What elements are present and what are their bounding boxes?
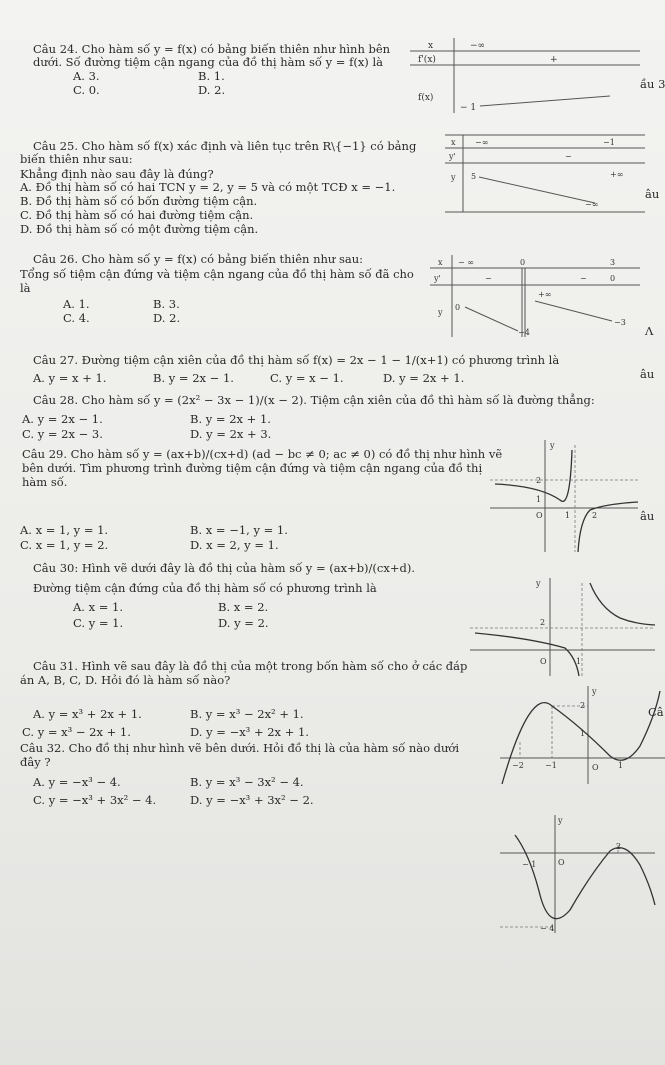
q24-stem-2: dưới. Số đường tiệm cận ngang của đồ thị hàm số y = f(x) là <box>33 55 383 69</box>
q32-graph-y: y <box>558 816 563 825</box>
q31-graph-y: y <box>592 687 597 696</box>
q32-stem-1: Câu 32. Cho đồ thị như hình vẽ bên dưới. Hỏi đồ thị là của hàm số nào dưới <box>20 741 460 755</box>
q31-graph-m1: −1 <box>545 761 557 770</box>
q27-option-b: B. y = 2x − 1. <box>153 371 234 385</box>
q26-table-z2: 0 <box>610 274 616 283</box>
q32-graph <box>500 815 655 935</box>
q25-table-x: x <box>451 138 456 147</box>
q29-graph-one: 1 <box>536 495 542 504</box>
q24-option-d: D. 2. <box>198 83 226 97</box>
q30-graph <box>470 578 655 678</box>
q31-graph-one: 1 <box>580 729 586 738</box>
q30-graph-one: 1 <box>576 657 582 666</box>
q25-table-y: y <box>451 173 456 182</box>
q32-option-c: C. y = −x³ + 3x² − 4. <box>33 793 157 807</box>
q32-graph-m4: − 4 <box>540 924 555 933</box>
q32-graph-o: O <box>558 858 565 867</box>
q27-edge-text: âu <box>640 367 655 381</box>
q25-table-pinf: +∞ <box>610 170 624 179</box>
q26-table-zero: 0 <box>520 258 526 267</box>
q26-table-m4: −4 <box>518 328 530 337</box>
q26-table-m3: −3 <box>614 318 626 327</box>
q31-graph-x1: 1 <box>618 761 624 770</box>
q24-option-a: A. 3. <box>73 69 100 83</box>
q29-graph-x2: 2 <box>592 511 598 520</box>
q26-table-ninf: − ∞ <box>458 258 474 267</box>
q25-table-m1: −1 <box>603 138 615 147</box>
q26-option-b: B. 3. <box>153 297 180 311</box>
q30-option-a: A. x = 1. <box>73 600 124 614</box>
q30-graph-o: O <box>540 657 547 666</box>
q26-table-minus: − <box>485 274 492 283</box>
q30-graph-two: 2 <box>540 618 546 627</box>
q25-table-five: 5 <box>471 172 477 181</box>
q27-option-c: C. y = x − 1. <box>270 371 344 385</box>
q29-option-d: D. x = 2, y = 1. <box>190 538 279 552</box>
q25-table-ninf: −∞ <box>475 138 489 147</box>
q26-option-c: C. 4. <box>63 311 90 325</box>
q24-table-fp: f'(x) <box>418 55 436 65</box>
q24-option-b: B. 1. <box>198 69 225 83</box>
q28-option-b: B. y = 2x + 1. <box>190 412 271 426</box>
q31-graph-two: 2 <box>580 701 586 710</box>
q32-stem-2: đây ? <box>20 755 51 769</box>
q30-option-b: B. x = 2. <box>218 600 269 614</box>
q26-stem-3: là <box>20 281 31 295</box>
q29-option-a: A. x = 1, y = 1. <box>20 523 109 537</box>
q31-graph <box>500 686 665 786</box>
q29-stem-3: hàm số. <box>22 475 68 489</box>
q24-option-c: C. 0. <box>73 83 100 97</box>
q27-option-d: D. y = 2x + 1. <box>383 371 465 385</box>
q32-graph-two: 2 <box>616 842 622 851</box>
q29-graph-y: y <box>550 441 555 450</box>
q31-stem-2: án A, B, C, D. Hỏi đó là hàm số nào? <box>20 673 231 687</box>
q24-table-inf: −∞ <box>470 41 486 51</box>
q26-table-pinf: +∞ <box>538 290 552 299</box>
q26-stem-1: Câu 26. Cho hàm số y = f(x) có bảng biến thiên như sau: <box>33 252 364 266</box>
q31-graph-m2: −2 <box>512 761 524 770</box>
q26-table-y: y <box>438 308 443 317</box>
q32-option-d: D. y = −x³ + 3x² − 2. <box>190 793 314 807</box>
q25-stem-3: Khẳng định nào sau đây là đúng? <box>20 167 214 181</box>
q25-table-ninf2: −∞ <box>585 200 599 209</box>
q28-stem: Câu 28. Cho hàm số y = (2x² − 3x − 1)/(x − 2). Tiệm cận xiên của đồ thì hàm số là đường thẳng: <box>33 393 595 407</box>
q29-option-b: B. x = −1, y = 1. <box>190 523 288 537</box>
q30-graph-y: y <box>536 579 541 588</box>
q29-stem-1: Câu 29. Cho hàm số y = (ax+b)/(cx+d) (ad − bc ≠ 0; ac ≠ 0) có đồ thị như hình vẽ <box>22 447 503 461</box>
q29-option-c: C. x = 1, y = 2. <box>20 538 109 552</box>
q30-option-d: D. y = 2. <box>218 616 269 630</box>
q24-edge-text: ầu 3 <box>640 77 665 91</box>
q26-table-three: 3 <box>610 258 616 267</box>
q30-stem-1: Câu 30: Hình vẽ dưới đây là đồ thị của hàm số y = (ax+b)/(cx+d). <box>33 561 415 575</box>
q26-table-minus2: − <box>580 274 587 283</box>
q25-variation-table <box>445 135 645 215</box>
q26-table-z3: 0 <box>455 303 461 312</box>
q30-option-c: C. y = 1. <box>73 616 124 630</box>
q31-option-c: C. y = x³ − 2x + 1. <box>22 725 131 739</box>
q26-variation-table <box>430 255 645 340</box>
q24-variation-table <box>410 38 645 116</box>
q24-table-value: − 1 <box>460 103 477 113</box>
q25-stem-1: Câu 25. Cho hàm số f(x) xác định và liên tục trên R\{−1} có bảng <box>33 139 417 153</box>
q29-edge-text: âu <box>640 509 655 523</box>
q25-option-b: B. Đồ thị hàm số có bốn đường tiệm cận. <box>20 194 258 208</box>
q24-table-x: x <box>428 41 434 51</box>
q31-graph-o: O <box>592 763 599 772</box>
q29-graph-o: O <box>536 511 543 520</box>
q32-option-a: A. y = −x³ − 4. <box>33 775 121 789</box>
q29-stem-2: bên dưới. Tìm phương trình đường tiệm cận đứng và tiệm cận ngang của đồ thị <box>22 461 483 475</box>
q29-graph-x1: 1 <box>565 511 571 520</box>
q31-option-d: D. y = −x³ + 2x + 1. <box>190 725 309 739</box>
q29-graph-two: 2 <box>536 476 542 485</box>
q25-option-d: D. Đồ thị hàm số có một đường tiệm cận. <box>20 222 259 236</box>
q31-edge-text: Câ <box>648 705 664 719</box>
q24-table-f: f(x) <box>418 93 434 103</box>
q26-edge-text: Λ <box>645 324 654 338</box>
q26-stem-2: Tổng số tiệm cận đứng và tiệm cận ngang của đồ thị hàm số đã cho <box>20 267 414 281</box>
q26-option-d: D. 2. <box>153 311 181 325</box>
q30-stem-2: Đường tiệm cận đứng của đồ thị hàm số có phương trình là <box>33 581 377 595</box>
q25-option-c: C. Đồ thị hàm số có hai đường tiệm cận. <box>20 208 254 222</box>
q28-option-d: D. y = 2x + 3. <box>190 427 272 441</box>
q28-option-c: C. y = 2x − 3. <box>22 427 103 441</box>
q26-option-a: A. 1. <box>63 297 90 311</box>
q27-option-a: A. y = x + 1. <box>33 371 107 385</box>
q31-stem-1: Câu 31. Hình vẽ sau đây là đồ thị của một trong bốn hàm số cho ở các đáp <box>33 659 468 673</box>
q24-stem-1: Câu 24. Cho hàm số y = f(x) có bảng biến thiên như hình bên <box>33 42 391 56</box>
q25-table-minus: − <box>565 152 572 161</box>
q27-stem: Câu 27. Đường tiệm cận xiên của đồ thị hàm số f(x) = 2x − 1 − 1/(x+1) có phương trình là <box>33 353 560 367</box>
q25-edge-text: âu <box>645 187 660 201</box>
q24-table-plus: + <box>550 55 558 65</box>
q32-graph-m1: − 1 <box>522 860 537 869</box>
q25-option-a: A. Đồ thị hàm số có hai TCN y = 2, y = 5 và có một TCĐ x = −1. <box>20 180 396 194</box>
q28-option-a: A. y = 2x − 1. <box>22 412 103 426</box>
q25-stem-2: biến thiên như sau: <box>20 152 133 166</box>
q26-table-x: x <box>438 258 443 267</box>
q26-table-y1: y' <box>434 274 441 283</box>
q32-option-b: B. y = x³ − 3x² − 4. <box>190 775 304 789</box>
q31-option-a: A. y = x³ + 2x + 1. <box>33 707 142 721</box>
q31-option-b: B. y = x³ − 2x² + 1. <box>190 707 304 721</box>
q25-table-y1: y' <box>449 152 456 161</box>
q29-graph <box>490 440 640 555</box>
